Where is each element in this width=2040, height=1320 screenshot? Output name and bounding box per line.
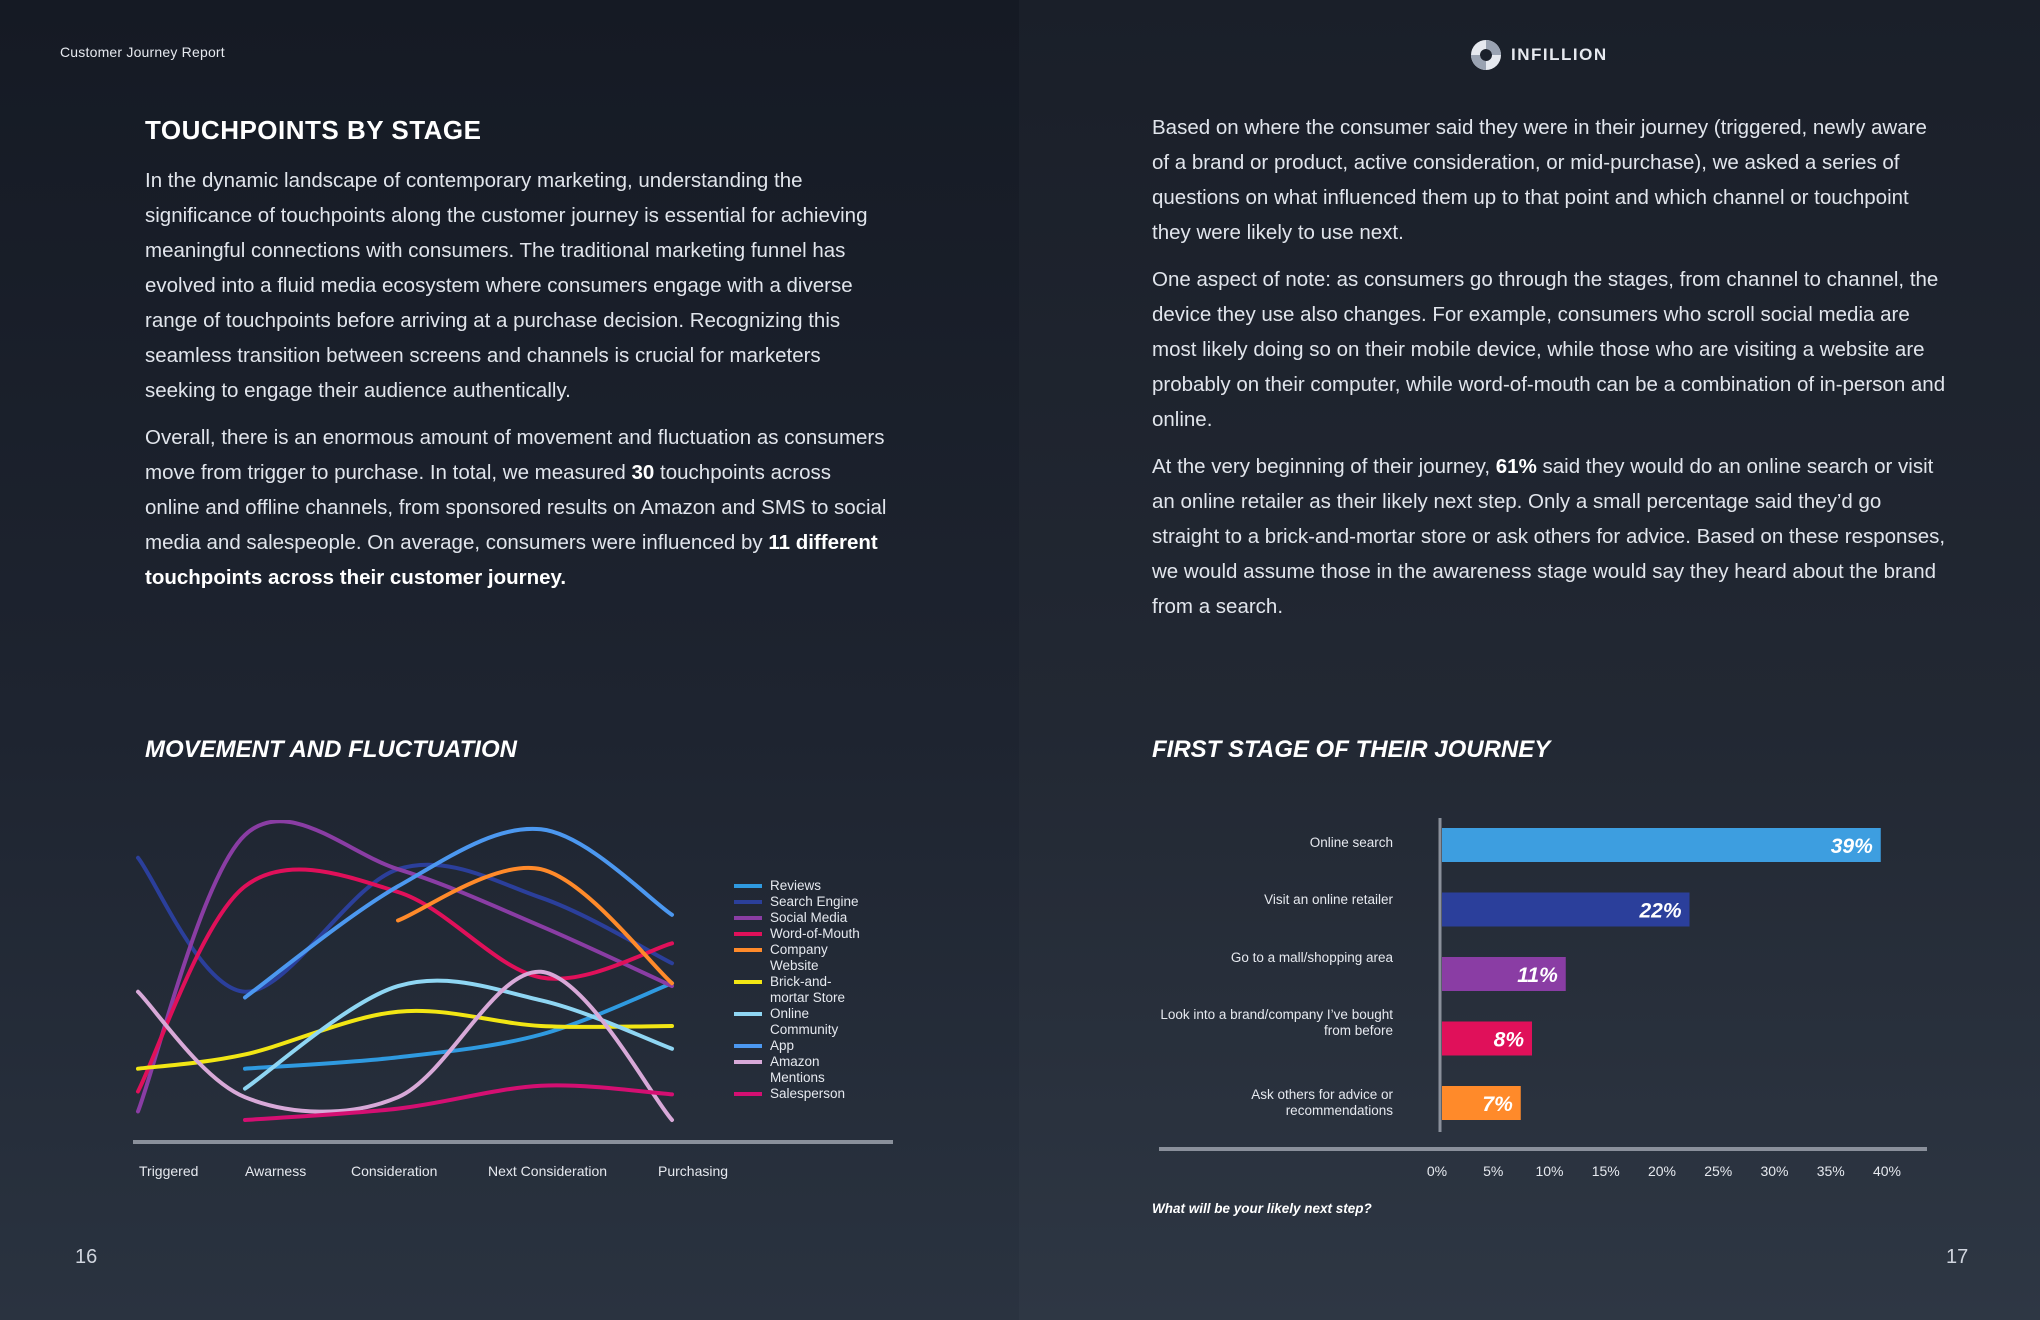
bar-value-label: 39% (1830, 835, 1873, 858)
x-tick-label-purchasing: Purchasing (658, 1163, 729, 1179)
report-title: Customer Journey Report (60, 44, 225, 60)
legend-label: Social Media (770, 910, 848, 925)
x-tick-label-5: 5% (1483, 1163, 1504, 1179)
bar-chart (1159, 810, 1939, 1160)
left-page (0, 0, 1019, 1320)
legend-item-amazon-mentions (734, 1054, 862, 1086)
x-tick-label-consideration: Consideration (351, 1163, 438, 1179)
legend-label: Salesperson (770, 1086, 846, 1101)
legend-item-brick-and-mortar-store (734, 974, 862, 1006)
legend-swatch (734, 1092, 762, 1096)
bar-category-label-online-search: Online search (1309, 835, 1393, 850)
bar-category-label-ask-others-for-advice-or-recommendations: Ask others for advice or recommendations (1251, 1087, 1393, 1118)
left-paragraph-2: Overall, there is an enormous amount of movement and fluctuation as consumers move from trigger to purchase. In total, we measured 30 touchpoints across online and offline channels, from sponsored results on Amazon and SMS to social media and salespeople. On average, consumers were influenced by 11 different touchpoints across their customer journey. (145, 426, 887, 589)
legend-label: Search Engine (770, 894, 859, 909)
legend-swatch (734, 916, 762, 920)
legend-swatch (734, 884, 762, 888)
page-number-left: 16 (75, 1246, 98, 1268)
infillion-logo (1469, 38, 1608, 72)
legend-item-company-website (734, 942, 862, 974)
legend-item-social-media (734, 910, 862, 926)
legend-label: App (770, 1038, 795, 1053)
legend-label: Reviews (770, 878, 822, 893)
line-chart-legend (734, 878, 862, 1102)
legend-item-search-engine (734, 894, 862, 910)
x-tick-label-30: 30% (1760, 1163, 1789, 1179)
left-paragraph-1: In the dynamic landscape of contemporary marketing, understanding the significance of touchpoints along the customer journey is essential for achieving meaningful connections with consumers. The traditional marketing funnel has evolved into a fluid media ecosystem where consumers engage with a diverse range of touchpoints before arriving at a purchase decision. Recognizing this seamless transition between screens and channels is crucial for marketers seeking to engage their audience authentically. (145, 169, 868, 402)
x-tick-label-15: 15% (1591, 1163, 1620, 1179)
bar-online-search (1442, 828, 1881, 862)
line-chart-title: MOVEMENT AND FLUCTUATION (145, 736, 517, 763)
bar-value-label: 7% (1482, 1093, 1513, 1116)
right-page (1019, 0, 2040, 1320)
right-paragraph-1: Based on where the consumer said they were in their journey (triggered, newly aware of a brand or product, active consideration, or mid-purchase), we asked a series of questions on what influenced them up to that point and which channel or touchpoint they were likely to use next. (1152, 116, 1927, 244)
left-body-text (145, 163, 890, 607)
legend-swatch (734, 1044, 762, 1048)
logo-text: INFILLION (1511, 45, 1608, 64)
x-tick-label-0: 0% (1426, 1163, 1448, 1179)
legend-swatch (734, 932, 762, 936)
legend-label: Company Website (770, 942, 828, 973)
bar-category-label-look-into-a-brand-company-i-ve-bought-from-before: Look into a brand/company I’ve bought from before (1160, 1007, 1393, 1038)
x-tick-label-35: 35% (1816, 1163, 1845, 1179)
x-tick-label-20: 20% (1647, 1163, 1677, 1179)
infillion-logo-icon (1469, 38, 1503, 72)
bar-chart-title: FIRST STAGE OF THEIR JOURNEY (1152, 736, 1551, 763)
line-series-amazon-mentions (138, 972, 672, 1120)
legend-swatch (734, 1060, 762, 1064)
bar-value-label: 22% (1639, 899, 1682, 923)
legend-label: Amazon Mentions (770, 1054, 825, 1085)
legend-item-online-community (734, 1006, 862, 1038)
legend-label: Online Community (770, 1006, 839, 1037)
bar-value-label: 8% (1493, 1028, 1524, 1052)
right-body-text (1152, 110, 1947, 636)
legend-item-salesperson (734, 1086, 862, 1102)
legend-swatch (734, 900, 762, 904)
x-tick-label-25: 25% (1704, 1163, 1733, 1179)
x-tick-label-triggered: Triggered (139, 1163, 199, 1179)
x-tick-label-next-consideration: Next Consideration (488, 1163, 608, 1179)
legend-swatch (734, 1012, 762, 1016)
legend-label: Brick-and-mortar Store (770, 974, 846, 1005)
legend-item-reviews (734, 878, 862, 894)
bar-category-label-go-to-a-mall-shopping-area: Go to a mall/shopping area (1230, 950, 1393, 965)
bar-category-label-visit-an-online-retailer: Visit an online retailer (1264, 892, 1393, 907)
legend-swatch (734, 980, 762, 984)
line-series-salesperson (245, 1085, 672, 1120)
legend-item-word-of-mouth (734, 926, 862, 942)
legend-label: Word-of-Mouth (770, 926, 860, 941)
x-tick-label-awarness: Awarness (245, 1163, 307, 1179)
section-heading: TOUCHPOINTS BY STAGE (145, 115, 482, 145)
line-series-brick-and-mortar-store (138, 1011, 672, 1069)
right-paragraph-3: At the very beginning of their journey, 61% said they would do an online search or visit an online retailer as their likely next step. Only a small percentage said they’d go straight to a brick-and-mortar store or ask others for advice. Based on these responses, we would assume those in the awareness stage would say they heard about the brand from a search. (1152, 455, 1946, 618)
legend-swatch (734, 948, 762, 952)
x-tick-label-10: 10% (1535, 1163, 1564, 1179)
bar-chart-footnote: What will be your likely next step? (1152, 1201, 1372, 1216)
page-number-right: 17 (1946, 1246, 1969, 1268)
legend-item-app (734, 1038, 862, 1054)
bar-value-label: 11% (1517, 964, 1558, 987)
right-paragraph-2: One aspect of note: as consumers go through the stages, from channel to channel, the device they use also changes. For example, consumers who scroll social media are most likely doing so on their mobile device, while those who are visiting a website are probably on their computer, while word-of-mouth can be a combination of in-person and online. (1152, 268, 1946, 431)
x-tick-label-40: 40% (1872, 1163, 1902, 1179)
line-series-social-media (138, 821, 672, 1111)
